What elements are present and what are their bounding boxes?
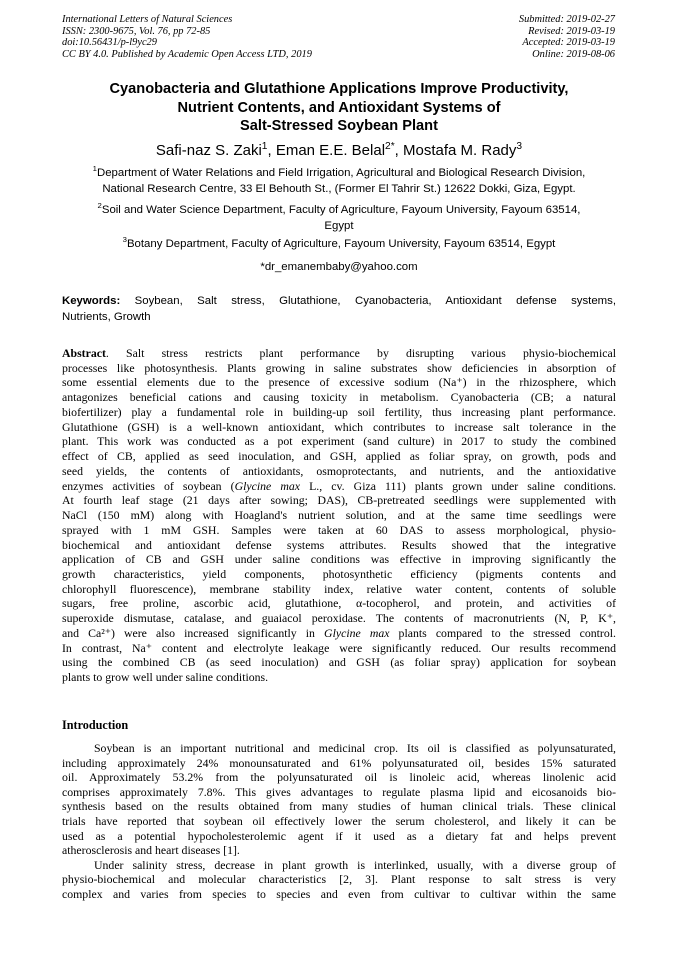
species-name: Glycine max [234,478,301,493]
abstract-label: Abstract [62,346,106,360]
abstract-line: growth characteristics, yield components, photosynthetic efficiency (pigments contents and [62,567,616,582]
keywords-text: Soybean, Salt stress, Glutathione, Cyanobacteria, Antioxidant defense systems, [120,295,616,307]
abstract-line: biofertilizer) play a fundamental role in building-up soil fertility, thus increasing plant performance. [62,404,616,419]
abstract-line: seed yields, the contents of antioxidants, osmoprotectants, and nutrients, and the antioxidative [62,463,616,478]
abstract-line: superoxide dismutase, catalase, and guaiacol peroxidase. The contents of macronutrients (N, P, K⁺, [62,611,616,626]
author-name: Eman E.E. Belal [275,142,386,159]
intro-line: comprises approximately 7.8%. This gives advantages to regulate plasma lipid and eicosanoids bio- [62,784,616,799]
affiliation-2 [62,203,616,234]
intro-line: complex and varies from species to species and even from cultivar to cultivar within the same [62,886,616,901]
affiliation-mark: 2 [97,201,102,211]
abstract-line: plant. This work was conducted as a pot experiment (sand culture) in 2017 to study the combined [62,434,616,449]
author-list: Safi-naz S. Zaki$^1$, Eman E.E. Belal$^{2*}$, Mostafa M. Rady$^3$ [155,141,523,159]
intro-line: trials have reported that soybean oil effectively lower the serum cholesterol, and likely it can be [62,813,616,828]
date-accepted: Accepted: 2019-03-19 [522,37,615,49]
species-name: Glycine max [324,625,390,640]
author-affiliation-mark: 1 [261,141,268,152]
date-revised: Revised: 2019-03-19 [528,25,615,37]
intro-line: Under salinity stress, decrease in plant growth is interlinked, usually, with a diverse group of [94,857,616,872]
intro-line: physio-biochemical and molecular characteristics [2, 3]. Plant response to salt stress is very [62,872,616,887]
date-submitted: Submitted: 2019-02-27 [518,14,615,25]
journal-info [62,14,312,60]
affiliation-mark: 1 [92,164,97,174]
abstract-line: At fourth leaf stage (21 days after sowing; DAS), CB-pretreated seedlings were supplemented with [62,493,616,508]
affiliation-mark: 3 [122,235,127,245]
affiliation-text: Botany Department, Faculty of Agriculture, Fayoum University, Fayoum 63514, Egypt [126,238,556,250]
intro-line: Soybean is an important nutritional and medicinal crop. Its oil is classified as polyunsaturated, [94,741,616,755]
author-affiliation-mark: 3 [516,141,523,152]
paper-title [40,80,638,136]
corresponding-email [62,260,616,276]
abstract-line: sprayed with 1 mM GSH. Samples were taken at 60 DAS to assess morphological, physio- [62,522,616,537]
submission-dates [519,14,615,60]
intro-line: synthesis based on the results obtained from many studies of human clinical trials. These clinical [62,799,616,814]
intro-line: including approximately 24% monounsaturated and 61% polyunsaturated oil, besides 15% saturated [62,755,616,770]
author-name: Safi-naz S. Zaki [155,142,262,159]
title-line: Salt-Stressed Soybean Plant [240,118,438,134]
keywords [62,294,616,325]
abstract-line: enzymes activities of soybean (Glycine max L., cv. Giza 111) plants grown under saline conditions. [62,478,616,493]
affiliation-1 [62,166,616,197]
abstract-line: some essential elements due to the presence of excessive sodium (Na⁺) in the rhizosphere, which [62,375,616,390]
intro-line: atherosclerosis and heart diseases [1]. [62,843,240,858]
abstract [62,346,616,685]
keywords-label: Keywords: [62,295,121,307]
affiliation-text: National Research Centre, 33 El Behouth St., (Former El Tahrir St.) 12622 Dokki, Giza, Egypt. [102,182,576,195]
journal-license: CC BY 4.0. Published by Academic Open Access LTD, 2019 [62,48,312,60]
abstract-line: antagonizes beneficial cations and causing toxicity in metabolism. Cyanobacteria (CB; a natural [62,390,616,405]
affiliation-text: Soil and Water Science Department, Faculty of Agriculture, Fayoum University, Fayoum 63514, [101,204,581,216]
title-line: Cyanobacteria and Glutathione Applications Improve Productivity, [109,81,569,97]
abstract-line: NaCl (150 mM) along with Hoagland's nutrient solution, and at the same time seedlings were [62,508,616,523]
abstract-line: chlorophyll fluorescence), membrane stability index, relative water content, contents of soluble [62,581,616,596]
abstract-line: and Ca²⁺) were also increased significantly in Glycine max plants compared to the stressed control. [62,625,616,640]
abstract-line: plants to grow well under saline conditions. [62,670,269,685]
journal-name: International Letters of Natural Sciences [62,14,233,25]
abstract-line: processes like photosynthesis. Plants growing in saline substrates show deficiencies in absorption of [62,360,616,375]
keywords-text: Nutrients, Growth [62,310,151,323]
email-text: *dr_emanembaby@yahoo.com [260,261,418,273]
abstract-line: . Salt stress restricts plant performance by disrupting various physio-biochemical [105,346,616,360]
intro-line: oil. Approximately 53.2% from the polyunsaturated oil is linoleic acid, whereas linolenic acid [62,770,616,785]
affiliation-text: Egypt [324,219,354,232]
abstract-line: using the combined CB (as seed inoculation) and GSH (as foliar spray) application for soybean [62,655,616,670]
affiliation-3 [62,237,616,253]
journal-issn: ISSN: 2300-9675, Vol. 76, pp 72-85 [62,25,211,37]
journal-doi: doi:10.56431/p-l9yc29 [62,37,157,49]
affiliation-text: Department of Water Relations and Field Irrigation, Agricultural and Biological Research Division, [96,167,586,179]
abstract-line: effect of CB, applied as seed inoculation, and GSH, applied as foliar spray, on growth, pods and [62,449,616,464]
abstract-line: application of CB and GSH under saline conditions was effective in improving significantly the [62,552,616,567]
date-online: Online: 2019-08-06 [532,48,615,60]
introduction-heading: Introduction [62,718,129,732]
introduction-body [62,741,616,902]
abstract-line: sugars, free proline, ascorbic acid, glutathione, α-tocopherol, and protein, and activities of [62,596,616,611]
abstract-line: In contrast, Na⁺ content and electrolyte leakage were significantly reduced. Our results recommend [62,640,616,655]
intro-line: used as a potential hypocholesterolemic agent if it used as a dietary fat and helps prevent [62,828,616,843]
author-affiliation-mark: 2* [385,141,395,152]
abstract-line: biochemical and antioxidant defense systems attributes. Results showed that the integrative [62,537,616,552]
abstract-line: Glutathione (GSH) is a well-known antioxidant, which contributes to increase salt tolerance in the [62,419,616,434]
author-name: Mostafa M. Rady [403,142,517,159]
title-line: Nutrient Contents, and Antioxidant Systems of [177,99,501,116]
